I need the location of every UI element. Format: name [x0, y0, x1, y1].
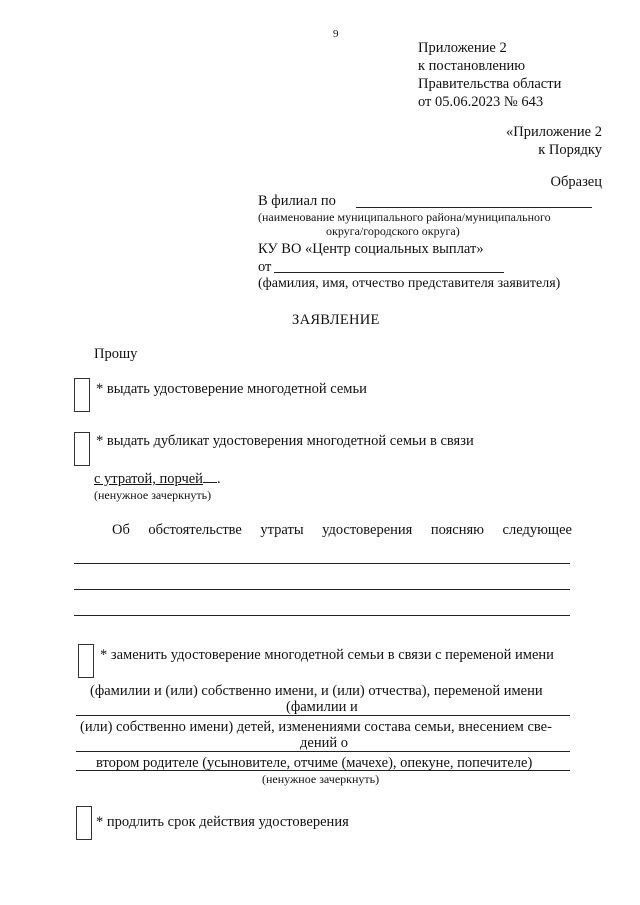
option3-line3b: дений о — [300, 735, 348, 751]
to-branch-label: В филиал по — [258, 193, 336, 209]
option3-input-line-1[interactable] — [76, 715, 570, 716]
applicant-input-line[interactable] — [274, 272, 504, 273]
option3-checkbox[interactable] — [78, 644, 94, 678]
header-resolution-line: к постановлению — [418, 58, 526, 74]
document-title: ЗАЯВЛЕНИЕ — [292, 312, 380, 328]
option2-reason — [94, 470, 221, 488]
header-government-line: Правительства области — [418, 76, 562, 92]
option3-input-line-3[interactable] — [76, 770, 570, 771]
option3-line4: втором родителе (усыновителе, отчиме (мачехе), опекуне, попечителе) — [96, 755, 533, 771]
option4-checkbox[interactable] — [76, 806, 92, 840]
option3-input-line-2[interactable] — [76, 751, 570, 752]
option3-line2b: (фамилии и — [286, 699, 358, 715]
organization-name: КУ ВО «Центр социальных выплат» — [258, 241, 484, 257]
from-label: от — [258, 259, 272, 275]
option2-reason-text[interactable]: с утратой, порчей — [94, 471, 203, 487]
explanation-word: поясняю — [430, 522, 484, 538]
district-input-line[interactable] — [356, 207, 592, 208]
explanation-input-line-3[interactable] — [74, 615, 570, 616]
sample-label: Образец — [550, 174, 602, 190]
explanation-input-line-2[interactable] — [74, 589, 570, 590]
header-appendix-line: Приложение 2 — [418, 40, 507, 56]
option4-text: * продлить срок действия удостоверения — [96, 814, 349, 830]
option2-text: * выдать дубликат удостоверения многодетной семьи в связи — [96, 433, 474, 449]
applicant-hint: (фамилия, имя, отчество представителя заявителя) — [258, 276, 561, 291]
explanation-word: следующее — [502, 522, 572, 538]
request-word: Прошу — [94, 346, 138, 362]
explanation-word: утраты — [260, 522, 304, 538]
explanation-input-line-1[interactable] — [74, 563, 570, 564]
explanation-line — [112, 522, 572, 539]
option3-line2: (фамилии и (или) собственно имени, и (или) отчества), переменой имени — [90, 683, 543, 699]
option3-hint: (ненужное зачеркнуть) — [262, 772, 380, 786]
explanation-word: обстоятельстве — [148, 522, 242, 538]
district-hint-2: округа/городского округа) — [326, 224, 460, 238]
header-date-line: от 05.06.2023 № 643 — [418, 94, 544, 110]
district-hint-1: (наименование муниципального района/муниципального — [258, 210, 551, 224]
option3-line1: * заменить удостоверение многодетной семьи в связи с переменой имени — [100, 647, 554, 663]
explanation-word: удостоверения — [322, 522, 413, 538]
option2-hint: (ненужное зачеркнуть) — [94, 488, 212, 502]
option3-line3: (или) собственно имени) детей, изменениями состава семьи, внесением све- — [80, 719, 552, 735]
option1-checkbox[interactable] — [74, 378, 90, 412]
option2-reason-end: . — [216, 471, 221, 487]
appendix-order-line: к Порядку — [538, 142, 602, 158]
option2-checkbox[interactable] — [74, 432, 90, 466]
option1-text: * выдать удостоверение многодетной семьи — [96, 381, 367, 397]
explanation-word: Об — [112, 522, 130, 538]
page-number: 9 — [333, 28, 339, 40]
appendix-line: «Приложение 2 — [506, 124, 602, 140]
